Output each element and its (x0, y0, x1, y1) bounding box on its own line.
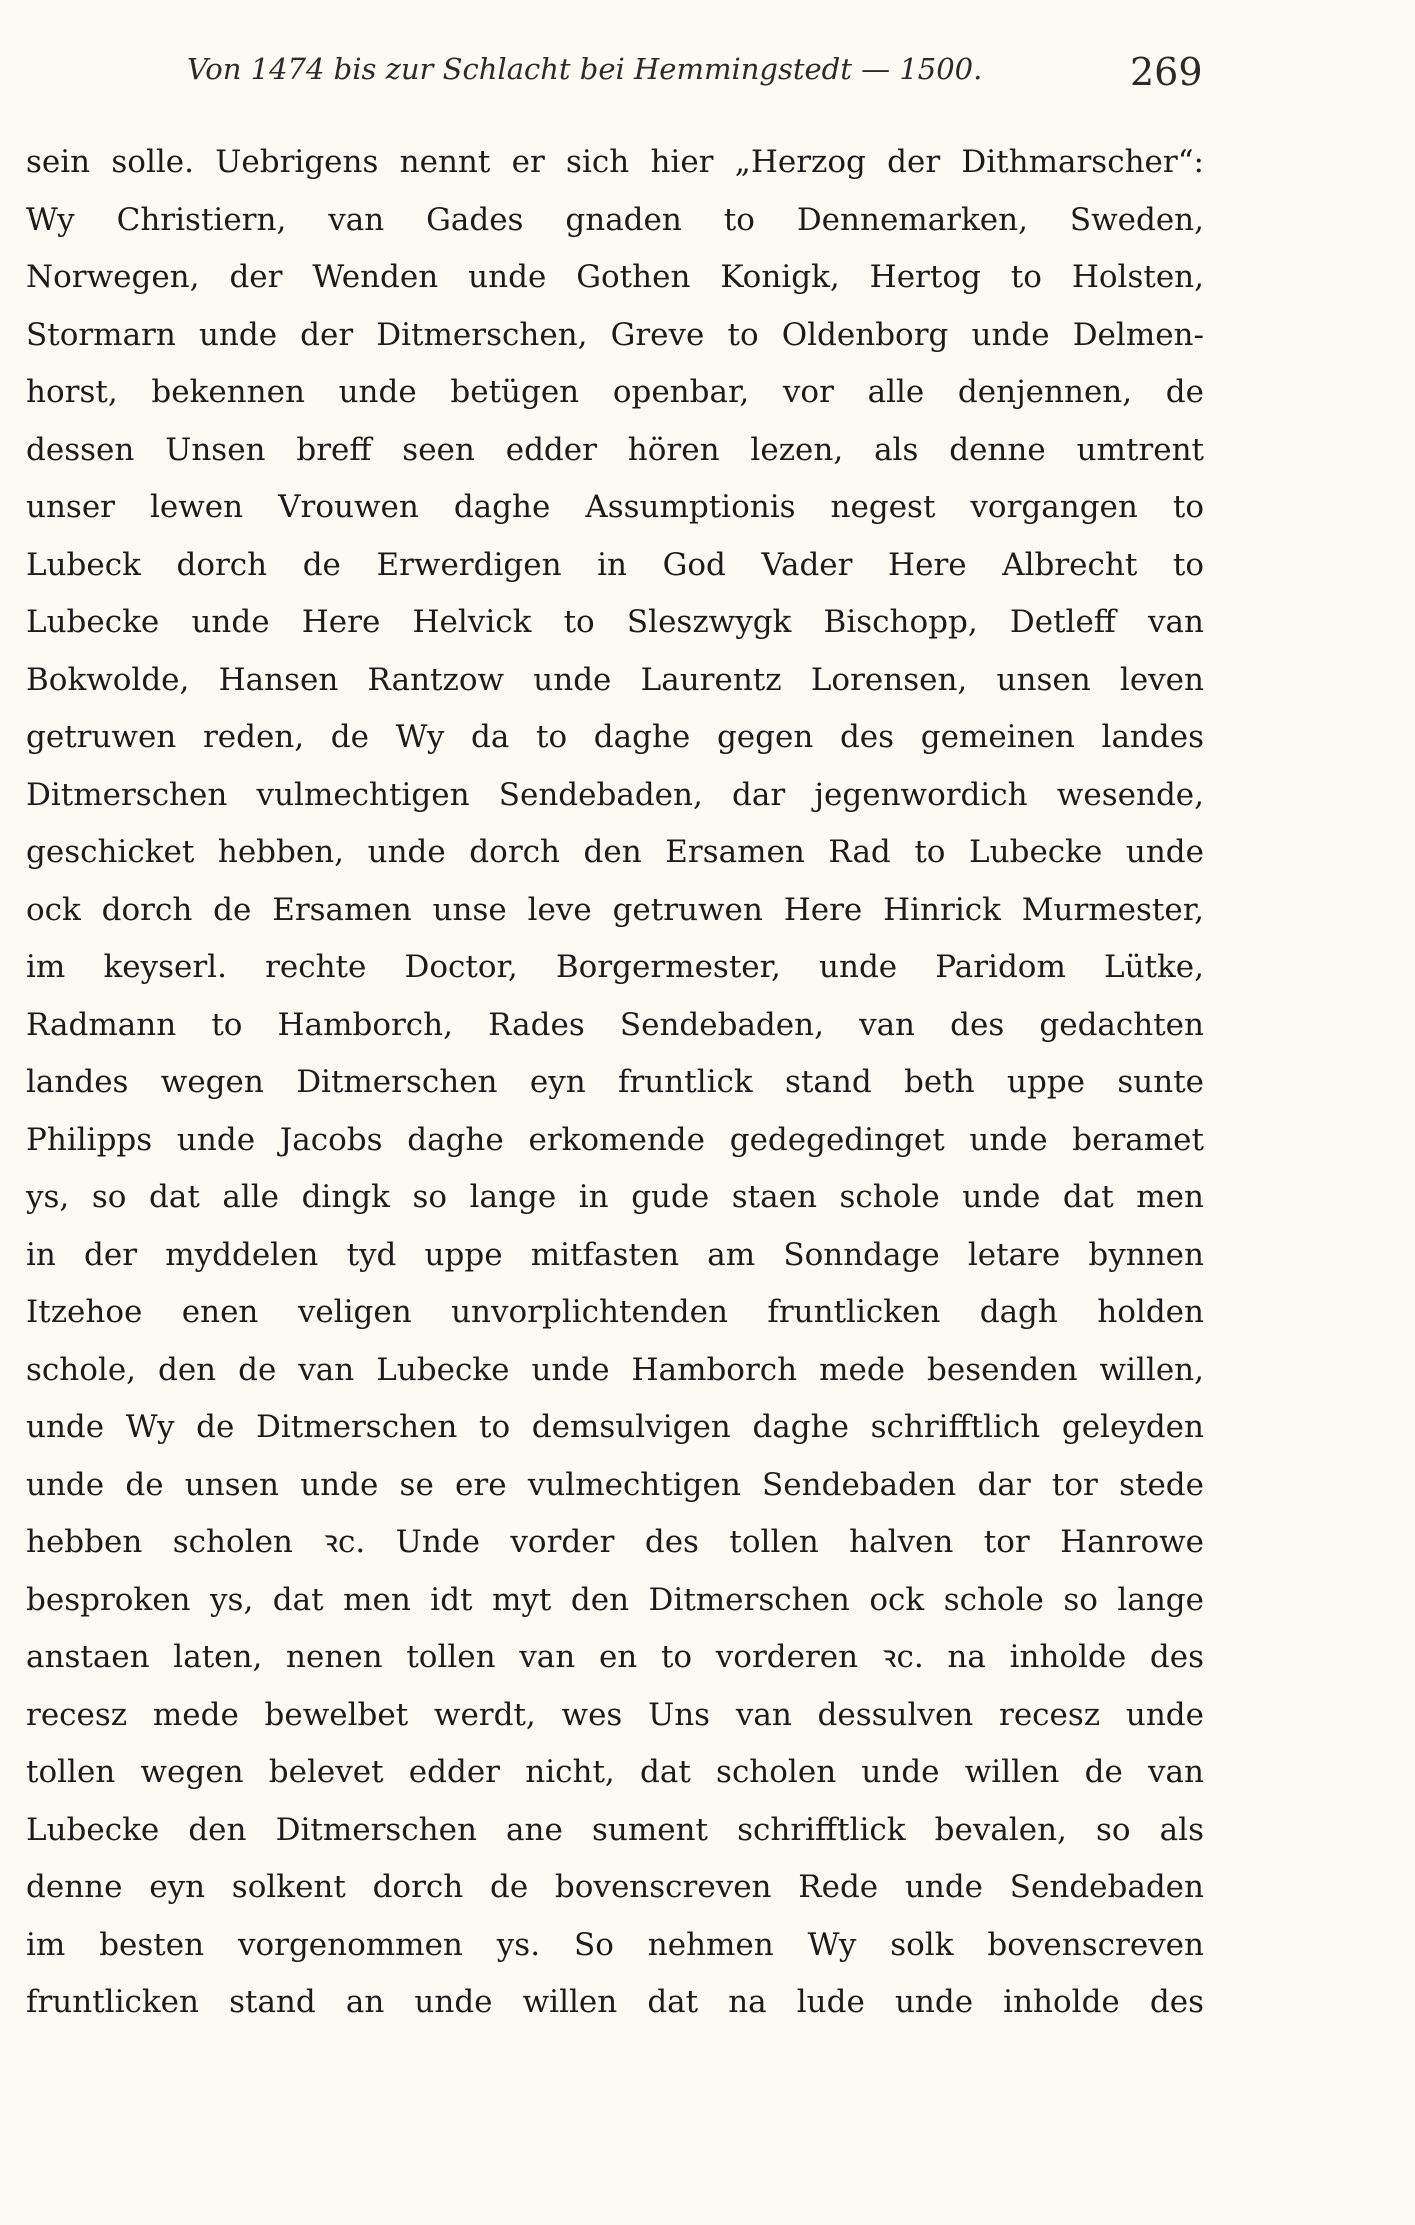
text-line: ys, so dat alle dingk so lange in gude staen schole unde dat men (26, 1179, 1204, 1215)
text-line: ock dorch de Ersamen unse leve getruwen Here Hinrick Murmester, (26, 891, 1204, 928)
text-line: tollen wegen belevet edder nicht, dat scholen unde willen de van (26, 1754, 1204, 1790)
text-line: denne eyn solkent dorch de bovenscreven Rede unde Sendebaden (26, 1869, 1204, 1905)
text-line: schole, den de van Lubecke unde Hamborch mede besenden willen, (26, 1351, 1204, 1388)
text-line: Stormarn unde der Ditmerschen, Greve to Oldenborg unde Delmen- (26, 316, 1204, 353)
text-line: im besten vorgenommen ys. So nehmen Wy solk bovenscreven (26, 1926, 1204, 1963)
text-line: anstaen laten, nenen tollen van en to vorderen ꝛc. na inholde des (26, 1639, 1204, 1675)
text-line: Lubecke den Ditmerschen ane sument schrifftlick bevalen, so als (26, 1811, 1204, 1848)
text-line: Ditmerschen vulmechtigen Sendebaden, dar jegenwordich wesende, (26, 776, 1204, 813)
running-head: Von 1474 bis zur Schlacht bei Hemmingstedt — 1500. (187, 52, 983, 86)
text-line: Itzehoe enen veligen unvorplichtenden fruntlicken dagh holden (26, 1294, 1204, 1330)
text-line: Lubeck dorch de Erwerdigen in God Vader Here Albrecht to (26, 546, 1204, 583)
text-line: landes wegen Ditmerschen eyn fruntlick stand beth uppe sunte (26, 1064, 1204, 1100)
text-line: besproken ys, dat men idt myt den Ditmerschen ock schole so lange (26, 1581, 1204, 1618)
text-line: Lubecke unde Here Helvick to Sleszwygk Bischopp, Detleff van (26, 604, 1204, 640)
text-line: Radmann to Hamborch, Rades Sendebaden, van des gedachten (26, 1006, 1204, 1043)
text-line: hebben scholen ꝛc. Unde vorder des tollen halven tor Hanrowe (26, 1524, 1204, 1560)
text-line: Wy Christiern, van Gades gnaden to Dennemarken, Sweden, (26, 201, 1204, 238)
text-line: Norwegen, der Wenden unde Gothen Konigk, Hertog to Holsten, (26, 259, 1204, 295)
text-line: unde de unsen unde se ere vulmechtigen Sendebaden dar tor stede (26, 1466, 1204, 1503)
text-line: unde Wy de Ditmerschen to demsulvigen daghe schrifftlich geleyden (26, 1409, 1204, 1445)
text-line: geschicket hebben, unde dorch den Ersamen Rad to Lubecke unde (26, 834, 1204, 870)
text-line: unser lewen Vrouwen daghe Assumptionis negest vorgangen to (26, 489, 1204, 525)
text-line: fruntlicken stand an unde willen dat na lude unde inholde des (26, 1984, 1204, 2020)
page-number: 269 (1130, 50, 1203, 94)
text-line: in der myddelen tyd uppe mitfasten am Sonndage letare bynnen (26, 1236, 1204, 1273)
text-line: Bokwolde, Hansen Rantzow unde Laurentz Lorensen, unsen leven (26, 661, 1204, 698)
text-line: horst, bekennen unde betügen openbar, vor alle denjennen, de (26, 374, 1204, 410)
text-line: Philipps unde Jacobs daghe erkomende gedegedinget unde beramet (26, 1121, 1204, 1158)
text-line: recesz mede bewelbet werdt, wes Uns van dessulven recesz unde (26, 1696, 1204, 1733)
text-line: dessen Unsen breff seen edder hören lezen, als denne umtrent (26, 431, 1204, 468)
text-line: im keyserl. rechte Doctor, Borgermester, unde Paridom Lütke, (26, 949, 1204, 985)
body-text (26, 134, 1204, 2032)
text-line: getruwen reden, de Wy da to daghe gegen des gemeinen landes (26, 719, 1204, 755)
text-line: sein solle. Uebrigens nennt er sich hier „Herzog der Dithmarscher“: (26, 144, 1204, 180)
